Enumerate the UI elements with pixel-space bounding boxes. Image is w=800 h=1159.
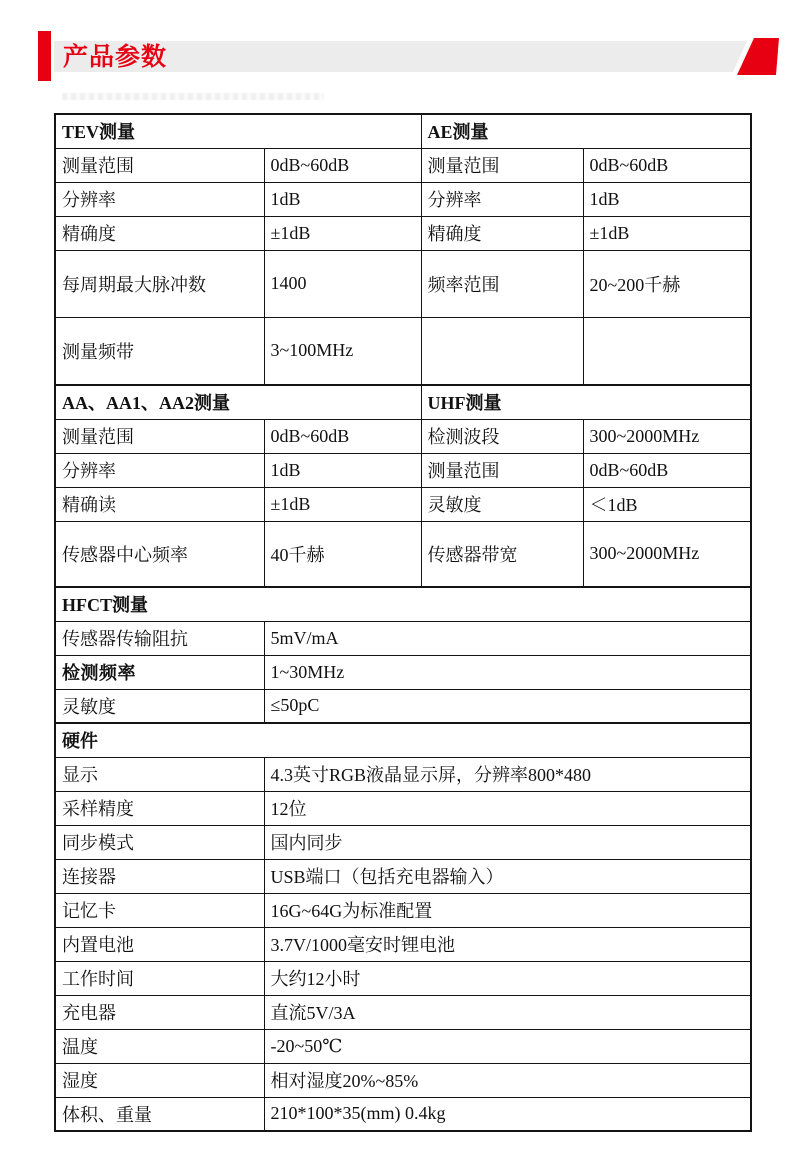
spec-label-cell: 体积、重量 [55,1097,264,1131]
spec-value-cell: 1dB [264,182,421,216]
blurred-watermark-text [62,93,324,100]
section-title-tev: TEV测量 [55,114,421,148]
spec-label-cell [421,317,583,385]
spec-value-cell: USB端口（包括充电器输入） [264,859,751,893]
spec-label-cell: 连接器 [55,859,264,893]
spec-label-cell: 传感器传输阻抗 [55,621,264,655]
spec-label-cell: 测量频带 [55,317,264,385]
spec-value-cell: 1400 [264,250,421,317]
spec-label-cell: 显示 [55,757,264,791]
spec-label-cell: 内置电池 [55,927,264,961]
spec-value-cell: 40千赫 [264,521,421,587]
page-title: 产品参数 [63,43,168,71]
spec-label-cell: 精确读 [55,487,264,521]
spec-value-cell: 3~100MHz [264,317,421,385]
spec-value-cell: 1~30MHz [264,655,751,689]
spec-value-cell: -20~50℃ [264,1029,751,1063]
spec-value-cell: 16G~64G为标准配置 [264,893,751,927]
spec-label-cell: 精确度 [421,216,583,250]
spec-label-cell: 分辨率 [421,182,583,216]
spec-value-cell: 5mV/mA [264,621,751,655]
spec-value-cell: 相对湿度20%~85% [264,1063,751,1097]
spec-label-cell: 检测波段 [421,419,583,453]
spec-value-cell: 0dB~60dB [583,148,751,182]
spec-value-cell: 300~2000MHz [583,521,751,587]
spec-label-cell: 传感器中心频率 [55,521,264,587]
spec-value-cell: 国内同步 [264,825,751,859]
spec-label-cell: 测量范围 [421,453,583,487]
spec-label-cell: 充电器 [55,995,264,1029]
section-title-hardware: 硬件 [55,723,751,757]
spec-value-cell: ±1dB [264,216,421,250]
spec-label-cell: 灵敏度 [55,689,264,723]
spec-value-cell: 3.7V/1000毫安时锂电池 [264,927,751,961]
spec-label-cell: 检测频率 [55,655,264,689]
spec-value-cell [583,317,751,385]
spec-value-cell: 0dB~60dB [583,453,751,487]
spec-label-cell: 传感器带宽 [421,521,583,587]
spec-value-cell: 0dB~60dB [264,419,421,453]
spec-label-cell: 测量范围 [421,148,583,182]
spec-value-cell: ±1dB [264,487,421,521]
spec-value-cell: ＜1dB [583,487,751,521]
spec-label-cell: 精确度 [55,216,264,250]
spec-value-cell: 12位 [264,791,751,825]
spec-label-cell: 采样精度 [55,791,264,825]
spec-label-cell: 工作时间 [55,961,264,995]
spec-label-cell: 温度 [55,1029,264,1063]
spec-value-cell: ±1dB [583,216,751,250]
spec-value-cell: 1dB [583,182,751,216]
spec-value-cell: 直流5V/3A [264,995,751,1029]
spec-label-cell: 分辨率 [55,453,264,487]
spec-label-cell: 测量范围 [55,419,264,453]
spec-label-cell: 频率范围 [421,250,583,317]
spec-label-cell: 分辨率 [55,182,264,216]
red-accent-bar [38,31,51,81]
spec-label-cell: 记忆卡 [55,893,264,927]
spec-label-cell: 灵敏度 [421,487,583,521]
spec-label-cell: 湿度 [55,1063,264,1097]
spec-value-cell: 210*100*35(mm) 0.4kg [264,1097,751,1131]
spec-label-cell: 测量范围 [55,148,264,182]
product-spec-table [54,113,752,1132]
spec-value-cell: 1dB [264,453,421,487]
spec-value-cell: 20~200千赫 [583,250,751,317]
section-title-hfct: HFCT测量 [55,587,751,621]
spec-value-cell: ≤50pC [264,689,751,723]
section-title-uhf: UHF测量 [421,385,751,419]
section-title-aa: AA、AA1、AA2测量 [55,385,421,419]
spec-label-cell: 每周期最大脉冲数 [55,250,264,317]
spec-value-cell: 0dB~60dB [264,148,421,182]
spec-label-cell: 同步模式 [55,825,264,859]
spec-value-cell: 大约12小时 [264,961,751,995]
section-title-ae: AE测量 [421,114,751,148]
spec-value-cell: 300~2000MHz [583,419,751,453]
spec-value-cell: 4.3英寸RGB液晶显示屏，分辨率800*480 [264,757,751,791]
